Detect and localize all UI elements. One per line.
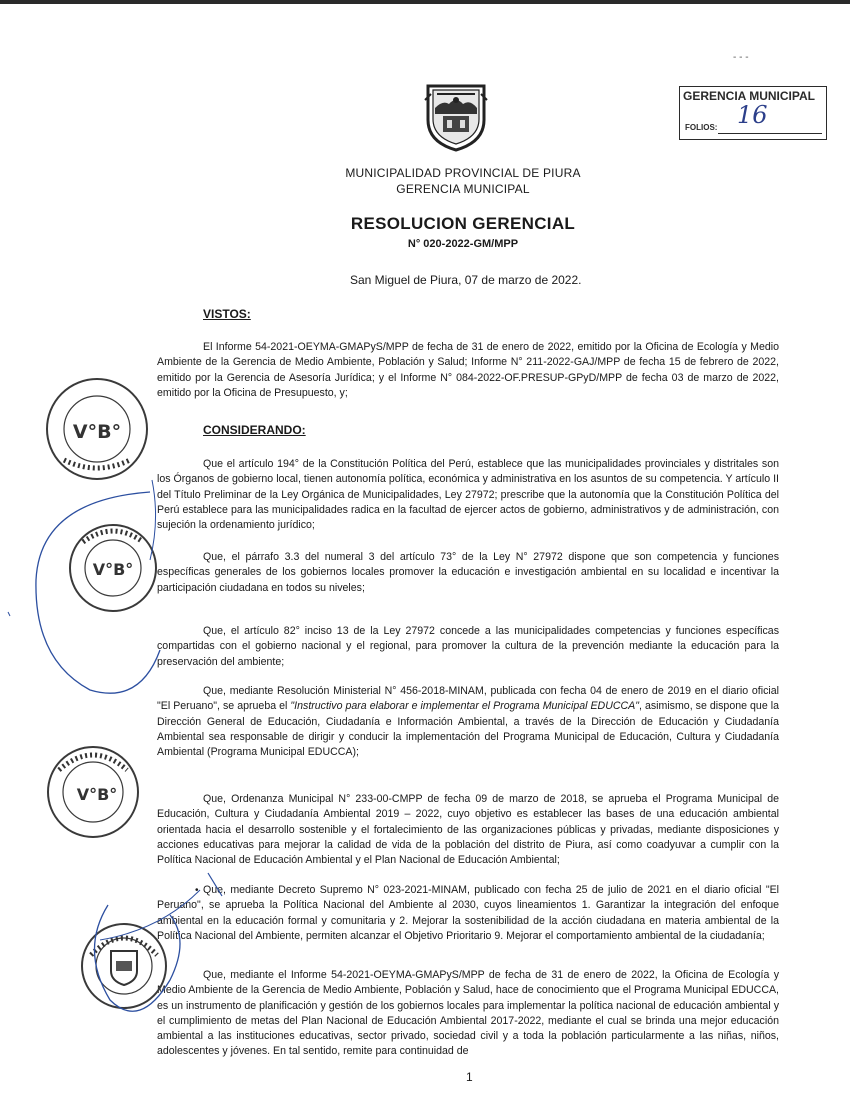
resolution-number: N° 020-2022-GM/MPP: [407, 238, 519, 250]
paragraph-text: , asimismo, se dispone que la Dirección General de Educación, Ciudadanía e Información Ambiental, a través de la Dirección de Educación y Ciudadanía Ambiental sea responsable de dirigir y conducir la implementación del Programa Municipal de Educación, Cultura y Ciudadanía Ambiental (Programa Municipal EDUCCA);: [157, 700, 779, 759]
section-considerando: CONSIDERANDO:: [203, 423, 306, 437]
stamp-folios-number: 16: [737, 101, 768, 129]
paragraph-considerando-1: Que el artículo 194° de la Constitución Política del Perú, establece que las municipalidades provinciales y distritales son los Órganos de gobierno local, tienen autonomía política, económica y administrativa en los asuntos de su competencia. Y artículo II del Título Preliminar de la Ley Orgánica de Municipalidades, Ley 27972; prescribe que la autonomía que la Constitución Política del Perú establece para las municipalidades radica en la facultad de ejercer actos de gobierno, administrativos y de administración, con sujeción la ordenamiento jurídico;: [157, 458, 779, 532]
paragraph-considerando-7: Que, mediante el Informe 54-2021-OEYMA-GMAPyS/MPP de fecha de 31 de enero de 2022, la Oficina de Ecología y Medio Ambiente de la Gerencia de Medio Ambiente, Población y Salud, hace de conocimiento que el Programa Municipal EDUCCA, es un instrumento de planificación y gestión de los gobiernos locales para implementar la política nacional de educación ambiental y el cumplimiento de metas del Plan Nacional de Educación Ambiental 2017-2022, mediante el cual se brinda una mejor educación ambiental a las instituciones educativas, sector privado, sociedad civil y a toda la población particularmente a las niñas, niños, adolescentes y jóvenes. En tal sentido, remite para continuidad de: [157, 969, 779, 1058]
date-line: San Miguel de Piura, 07 de marzo de 2022.: [350, 273, 582, 287]
vb-seal-medio-ambiente: [45, 744, 141, 840]
bullet-mark: •: [195, 885, 199, 896]
page-number: 1: [466, 1070, 473, 1084]
svg-text:V°B°: V°B°: [72, 421, 122, 443]
section-vistos: VISTOS:: [203, 307, 251, 321]
piura-coat-of-arms-icon: [423, 80, 489, 152]
svg-text:V°B°: V°B°: [76, 785, 118, 804]
paragraph-italic-title: "Instructivo para elaborar e implementar el Programa Municipal EDUCCA": [290, 700, 639, 713]
paragraph-considerando-3: Que, el artículo 82° inciso 13 de la Ley 27972 concede a las municipalidades competencias y funciones específicas compartidas con el gobierno nacional y el regional, para promover la cultura de la prevención mediante la educación para la preservación del ambiente;: [157, 625, 779, 668]
gerencia-municipal-seal: [79, 921, 169, 1011]
stamp-title: GERENCIA MUNICIPAL: [683, 89, 815, 103]
scan-mark: - - -: [733, 52, 749, 63]
stamp-folios-label: FOLIOS:: [685, 123, 718, 132]
vb-seal-asesoria-juridica: [67, 522, 159, 614]
paragraph-text: Que, mediante Resolución Ministerial N° 456-2018-MINAM, publicada con fecha 04 de enero de 2019 en el diario oficial "El Peruano", se aprueba el: [157, 685, 779, 713]
resolution-title: RESOLUCION GERENCIAL: [350, 214, 576, 233]
paragraph-considerando-2: Que, el párrafo 3.3 del numeral 3 del artículo 73° de la Ley N° 27972 dispone que son competencia y funciones específicas generales de los gobiernos locales promover la educación e investigación ambiental en su localidad e incentivar la participación ciudadana en todos su niveles;: [157, 551, 779, 594]
svg-text:V°B°: V°B°: [92, 560, 134, 579]
stamp-folios-line: [718, 133, 822, 134]
institution-name: MUNICIPALIDAD PROVINCIAL DE PIURA: [345, 166, 581, 180]
reception-stamp: [679, 86, 827, 140]
office-name: GERENCIA MUNICIPAL: [396, 182, 530, 196]
paragraph-considerando-5: Que, Ordenanza Municipal N° 233-00-CMPP de fecha 09 de marzo de 2018, se aprueba el Programa Municipal de Educación, Cultura y Ciudadanía Ambiental 2019 – 2022, cuyo objetivo es establecer las bases de una educación ambiental orientada hacia el desarrollo sostenible y el fortalecimiento de las organizaciones públicas y privadas, mediante disposiciones y acciones educativas para mejorar la calidad de vida de la población del distrito de Piura, así como coadyuvar a cumplir con la Política Nacional de Educación Ambiental y el Plan Nacional de Educación Ambiental;: [157, 793, 779, 867]
vb-seal-ecologia: [44, 376, 150, 482]
scan-top-edge: [0, 0, 850, 4]
paragraph-considerando-4: [157, 684, 779, 760]
paragraph-vistos: El Informe 54-2021-OEYMA-GMAPyS/MPP de fecha de 31 de enero de 2022, emitido por la Oficina de Ecología y Medio Ambiente de la Gerencia de Medio Ambiente, Población y Salud; Informe N° 211-2022-GAJ/MPP de fecha 15 de febrero de 2022, emitido por la Gerencia de Asesoría Jurídica; y el Informe N° 084-2022-OF.PRESUP-GPyD/MPP de fecha 03 de marzo de 2022, emitido por la Oficina de Presupuesto, y;: [157, 341, 779, 399]
paragraph-considerando-6: Que, mediante Decreto Supremo N° 023-2021-MINAM, publicado con fecha 25 de julio de 2021 en el diario oficial "El Peruano", se aprueba la Política Nacional del Ambiente al 2030, cuyos lineamientos 1. Garantizar la integración del enfoque ambiental en la educación formal y comunitaria y 2. Mejorar la sostenibilidad de la acción ciudadana en materia ambiental de la Política Nacional del Ambiente, permiten alcanzar el Objetivo Prioritario 9. Mejorar el comportamiento ambiental de la ciudadanía;: [157, 884, 779, 942]
